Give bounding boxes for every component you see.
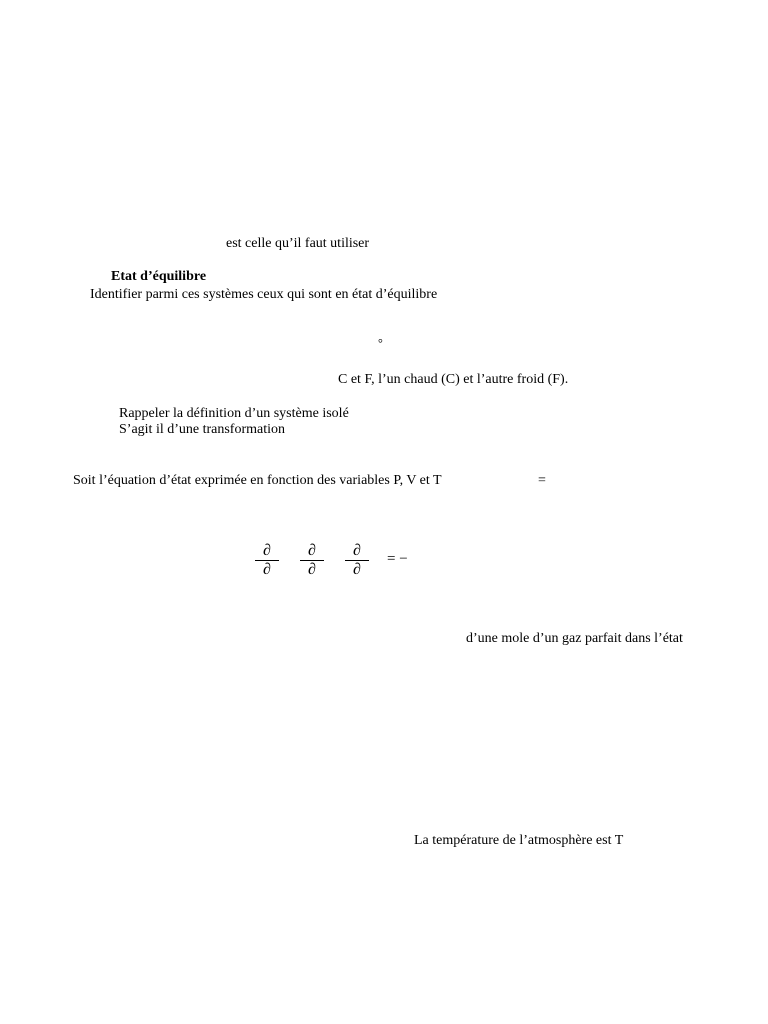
partial-numerator: ∂ [353, 542, 361, 559]
text-line-mole-gaz: d’une mole d’un gaz parfait dans l’état [466, 631, 683, 646]
partial-denominator: ∂ [308, 561, 316, 578]
partial-denominator: ∂ [263, 561, 271, 578]
partial-numerator: ∂ [263, 542, 271, 559]
equation-rhs: = − [387, 551, 408, 567]
text-line-rappeler: Rappeler la définition d’un système isolé [119, 406, 349, 421]
degree-symbol: ° [378, 336, 383, 350]
text-line-chaud-froid: C et F, l’un chaud (C) et l’autre froid (F). [338, 372, 569, 387]
partial-fraction-2 [300, 543, 324, 578]
section-heading-etat-equilibre: Etat d’équilibre [111, 269, 207, 284]
partial-fraction-1 [255, 543, 279, 578]
text-line-identifier: Identifier parmi ces systèmes ceux qui sont en état d’équilibre [90, 287, 438, 302]
text-line-temperature: La température de l’atmosphère est T [414, 833, 624, 848]
text-line-sagit: S’agit il d’une transformation [119, 422, 286, 437]
equals-sign: = [538, 473, 546, 488]
text-line-utiliser: est celle qu’il faut utiliser [226, 236, 370, 251]
partial-numerator: ∂ [308, 542, 316, 559]
partial-fraction-3 [345, 543, 369, 578]
text-line-soit-equation: Soit l’équation d’état exprimée en fonction des variables P, V et T [73, 473, 442, 488]
partial-denominator: ∂ [353, 561, 361, 578]
